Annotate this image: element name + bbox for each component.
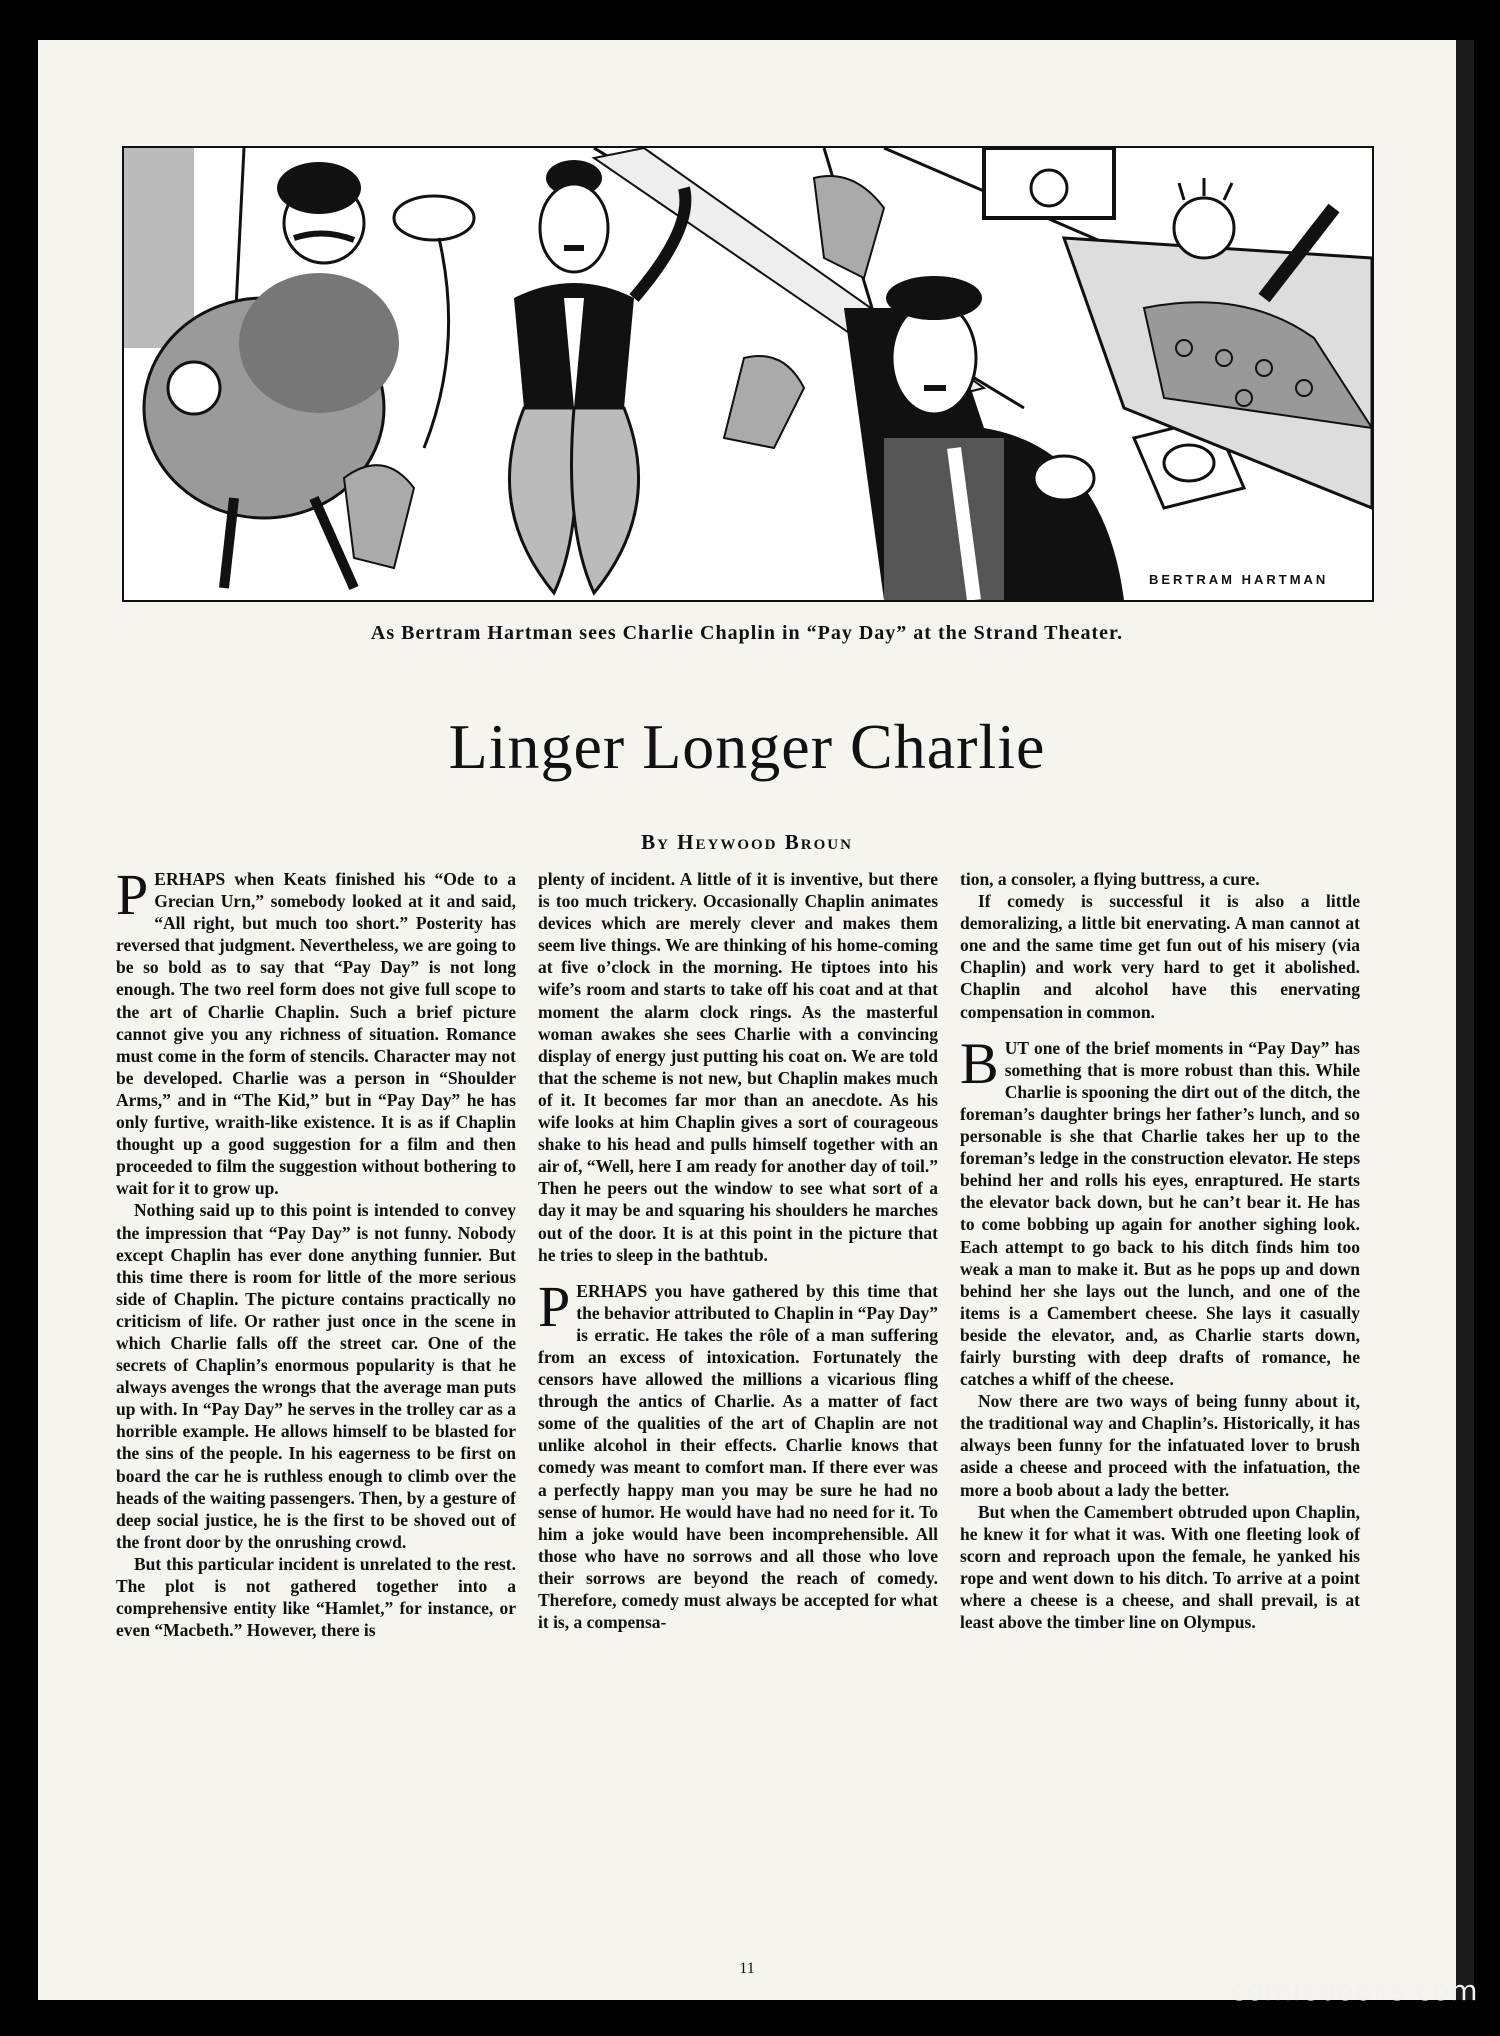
paragraph: BUT one of the brief moments in “Pay Day” has something that is more robust than this. While Charlie is spooning the dirt out of the ditch, the foreman’s daughter brings her father’s lunch, and so personable is she that Charlie takes her up to the foreman’s ledge in the construction elevator. He steps behind her and rolls his eyes, enraptured. He starts the elevator back down, but he can’t bear it. He has to come bobbing up again for another sighing look. Each attempt to go back to his ditch finds him too weak a man to make it. But as he pops up and down behind her she lays out the lunch, and one of the items is a Camembert cheese. She lays it casually beside the elevator, and, as Charlie starts down, fairly bursting with deep drafts of romance, he catches a whiff of the cheese. [960,1030,1360,1390]
paragraph: PERHAPS when Keats finished his “Ode to a Grecian Urn,” somebody looked at it and said, “All right, but much too short.” Posterity has reversed that judgment. Nevertheless, we are going to be so bold as to say that “Pay Day” is not long enough. The two reel form does not give full scope to the art of Charlie Chaplin. Such a brief picture cannot give you any richness of situation. Romance must come in the form of stencils. Character may not be developed. Charlie was a person in “Shoulder Arms,” and in “The Kid,” but in “Pay Day” he has only furtive, wraith-like existence. It is as if Chaplin thought up a good suggestion for a film and then proceeded to film the suggestion without bothering to wait for it to grow up. [116,862,516,1199]
text-column-2 [538,868,938,1633]
drop-cap: P [116,862,149,927]
paragraph: But this particular incident is unrelated to the rest. The plot is not gathered together into a comprehensive entity like “Hamlet,” for instance, or even “Macbeth.” However, there is [116,1553,516,1641]
text-column-3 [960,868,1360,1633]
drop-cap: B [960,1030,999,1096]
article-title: Linger Longer Charlie [448,711,1046,782]
site-watermark: comicbooks.com [1230,1974,1479,2007]
paragraph: Now there are two ways of being funny about it, the traditional way and Chaplin’s. Historically, it has always been funny for the infatuated lover to brush aside a cheese and proceed with the infatuation, the more a boob about a lady the better. [960,1391,1360,1500]
drop-cap: P [538,1273,571,1339]
paragraph: tion, a consoler, a flying buttress, a cure. [960,869,1260,889]
magazine-page [38,40,1456,2000]
page-number: 11 [739,1960,755,1977]
chaplin-illustration [122,146,1374,602]
illustration-caption: As Bertram Hartman sees Charlie Chaplin in “Pay Day” at the Strand Theater. [370,622,1124,644]
page-edge [1456,40,1474,2000]
text-column-1 [116,862,516,1641]
paragraph: PERHAPS you have gathered by this time that the behavior attributed to Chaplin in “Pay Day” is erratic. He takes the rôle of a man suffering from an excess of intoxication. Fortunately the censors have allowed the millions a vicarious fling through the antics of Charlie. As a matter of fact some of the qualities of the art of Chaplin are not unlike alcohol in their effects. Charlie knows that comedy was meant to comfort man. If there ever was a perfectly happy man you may be sure he had no sense of humor. He would have had no need for it. To him a joke would have been incomprehensible. All those who have no sorrows and all those who love their sorrows are beyond the reach of comedy. Therefore, comedy must always be accepted for what it is, a compensa- [538,1273,938,1633]
article-byline: By Heywood Broun [641,830,853,854]
paragraph: If comedy is successful it is also a little demoralizing, a little bit enervating. A man cannot at one and the same time get fun out of his misery (via Chaplin) and work very hard to get it abolished. Chaplin and alcohol have this enervating compensation in common. [960,891,1360,1022]
paragraph: plenty of incident. A little of it is inventive, but there is too much trickery. Occasionally Chaplin animates devices which are merely clever and makes them seem live things. We are thinking of his home-coming at five o’clock in the morning. He tiptoes into his wife’s room and starts to take off his coat and at that moment the alarm clock rings. As the masterful woman awakes she sees Charlie with a convincing display of energy just putting his coat on. We are told that the scheme is not new, but Chaplin makes much of it. It becomes far mor than an anecdote. As his wife looks at him Chaplin gives a sort of courageous shake to his head and pulls himself together with an air of, “Well, here I am ready for another day of toil.” Then he peers out the window to see what sort of a day it may be and squaring his shoulders he marches out of the door. It is at this point in the picture that he tries to sleep in the bathtub. [538,869,938,1265]
paragraph: But when the Camembert obtruded upon Chaplin, he knew it for what it was. With one fleeting look of scorn and reproach upon the female, he yanked his rope and went down to his ditch. To arrive at a point where a cheese is a cheese, and shall prevail, is at least above the timber line on Olympus. [960,1501,1360,1633]
paragraph: Nothing said up to this point is intended to convey the impression that “Pay Day” is not funny. Nobody except Chaplin has ever done anything funnier. But this time there is room for little of the more serious side of Chaplin. The picture contains practically no criticism of life. Or rather just once in the scene in which Charlie falls off the street car. One of the secrets of Chaplin’s enormous popularity is that he always avenges the wrongs that the average man puts up with. In “Pay Day” he serves in the trolley car as a horrible example. He allows himself to be blasted for the sins of the people. In his eagerness to be first on board the car he is ruthless enough to climb over the heads of the waiting passengers. Then, by a gesture of deep social justice, he is the first to be shoved out of the front door by the onrushing crowd. [116,1200,516,1552]
cartoon-drawing [124,148,1372,600]
artist-signature: BERTRAM HARTMAN [1149,572,1329,587]
